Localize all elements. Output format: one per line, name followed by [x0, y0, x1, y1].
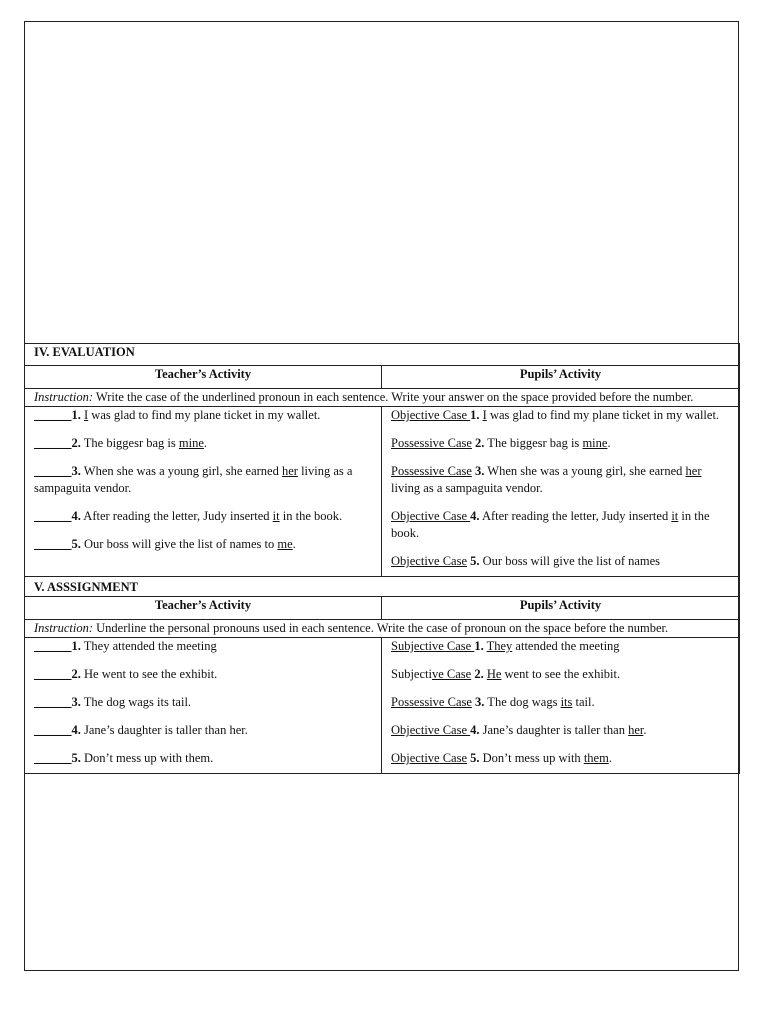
item-text: living as a sampaguita vendor. — [34, 464, 353, 495]
evaluation-heading: IV. EVALUATION — [25, 344, 740, 366]
item-number: 4. — [470, 723, 480, 737]
case-answer-plain: Subjecti — [391, 667, 432, 681]
item-text: . — [607, 436, 611, 450]
item-number: 2. — [471, 667, 484, 681]
item-text: attended the meeting — [512, 639, 620, 653]
underlined-pronoun: me — [277, 537, 293, 551]
item-number: 2. — [71, 436, 81, 450]
instruction-label: Instruction: — [34, 390, 94, 404]
case-answer: Possessive Case — [391, 464, 472, 478]
item-number: 3. — [71, 695, 81, 709]
list-item — [391, 750, 730, 767]
assignment-instruction — [25, 620, 740, 638]
item-text: Jane’s daughter is taller than her. — [80, 723, 248, 737]
item-number: 5. — [71, 751, 81, 765]
item-text: The dog wags its tail. — [80, 695, 192, 709]
answer-blank: ______ — [34, 408, 72, 422]
item-text: . — [643, 723, 647, 737]
item-number: 5. — [71, 537, 81, 551]
item-text: Don’t mess up with — [479, 751, 584, 765]
underlined-pronoun: They — [486, 639, 513, 653]
underlined-pronoun: them — [583, 751, 609, 765]
lesson-table — [24, 343, 740, 774]
answer-blank: ______ — [34, 464, 72, 478]
item-text: was glad to find my plane ticket in my wallet. — [88, 408, 321, 422]
evaluation-teacher-header: Teacher’s Activity — [25, 366, 382, 389]
list-item — [34, 638, 372, 655]
list-item — [391, 638, 730, 655]
underlined-pronoun: mine — [582, 436, 608, 450]
item-number: 1. — [474, 639, 484, 653]
item-text: Our boss will give the list of names to — [80, 537, 278, 551]
list-item — [391, 722, 730, 739]
item-number: 4. — [71, 509, 81, 523]
evaluation-column-headers — [25, 366, 740, 389]
list-item — [391, 553, 730, 570]
list-item — [391, 407, 730, 424]
assignment-teacher-items — [25, 638, 382, 774]
list-item — [34, 750, 372, 767]
item-text: When she was a young girl, she earned — [80, 464, 282, 478]
evaluation-teacher-items — [25, 407, 382, 577]
case-answer: ve Case — [431, 667, 472, 681]
item-text: was glad to find my plane ticket in my wallet. — [486, 408, 720, 422]
item-text: . — [203, 436, 208, 450]
evaluation-instruction — [25, 389, 740, 407]
evaluation-instruction-row — [25, 389, 740, 407]
list-item — [34, 722, 372, 739]
item-text: They attended the meeting — [80, 639, 217, 653]
item-number: 3. — [471, 464, 485, 478]
list-item — [391, 508, 730, 542]
item-text: When she was a young girl, she earned — [484, 464, 686, 478]
assignment-pupil-items — [382, 638, 740, 774]
assignment-heading: V. ASSSIGNMENT — [25, 577, 740, 597]
evaluation-pupil-items — [382, 407, 740, 577]
item-text: The biggesr bag is — [484, 436, 583, 450]
item-number: 2. — [471, 436, 485, 450]
item-text: Our boss will give the list of names — [479, 554, 661, 568]
underlined-pronoun: its — [560, 695, 573, 709]
case-answer: Objective Case — [391, 751, 468, 765]
answer-blank: ______ — [34, 509, 72, 523]
list-item — [34, 407, 372, 424]
assignment-column-headers — [25, 597, 740, 620]
item-text: The biggesr bag is — [80, 436, 179, 450]
assignment-teacher-header: Teacher’s Activity — [25, 597, 382, 620]
answer-blank: ______ — [34, 667, 72, 681]
list-item — [34, 536, 372, 553]
item-number: 1. — [71, 639, 81, 653]
underlined-pronoun: her — [685, 464, 702, 478]
item-text: . — [292, 537, 296, 551]
underlined-pronoun: her — [281, 464, 298, 478]
instruction-label: Instruction: — [34, 621, 94, 635]
underlined-pronoun: her — [628, 723, 644, 737]
answer-blank: ______ — [34, 723, 72, 737]
item-number: 1. — [71, 408, 81, 422]
case-answer: Possessive Case — [391, 695, 472, 709]
underlined-pronoun: He — [486, 667, 502, 681]
instruction-text: Write the case of the underlined pronoun in each sentence. Write your answer on the space provided before the number. — [93, 390, 694, 404]
answer-blank: ______ — [34, 436, 72, 450]
assignment-instruction-row — [25, 620, 740, 638]
item-text: After reading the letter, Judy inserted — [479, 509, 672, 523]
list-item — [391, 435, 730, 452]
item-number: 4. — [470, 509, 480, 523]
item-text: The dog wags — [484, 695, 561, 709]
item-number: 3. — [71, 464, 81, 478]
list-item — [34, 463, 372, 497]
case-answer: Subjective Case — [391, 639, 475, 653]
item-number: 4. — [71, 723, 81, 737]
item-number: 5. — [467, 751, 480, 765]
item-number: 1. — [470, 408, 480, 422]
item-text: Jane’s daughter is taller than — [479, 723, 629, 737]
answer-blank: ______ — [34, 751, 72, 765]
list-item — [391, 694, 730, 711]
underlined-pronoun: mine — [178, 436, 204, 450]
list-item — [391, 666, 730, 683]
list-item — [391, 463, 730, 497]
underlined-pronoun: I — [84, 408, 89, 422]
item-text: He went to see the exhibit. — [80, 667, 218, 681]
underlined-pronoun: it — [272, 509, 280, 523]
list-item — [34, 508, 372, 525]
item-text: tail. — [572, 695, 595, 709]
list-item — [34, 666, 372, 683]
instruction-text: Underline the personal pronouns used in each sentence. Write the case of pronoun on the space before the number. — [93, 621, 669, 635]
answer-blank: ______ — [34, 695, 72, 709]
item-text: After reading the letter, Judy inserted — [80, 509, 273, 523]
evaluation-pupils-header: Pupils’ Activity — [382, 366, 740, 389]
evaluation-items-row — [25, 407, 740, 577]
item-text: went to see the exhibit. — [501, 667, 621, 681]
case-answer: Possessive Case — [391, 436, 472, 450]
item-text: in the book. — [279, 509, 343, 523]
case-answer: Objective Case — [391, 723, 471, 737]
list-item — [34, 435, 372, 452]
item-text: living as a sampaguita vendor. — [391, 481, 543, 495]
assignment-heading-row — [25, 577, 740, 597]
item-text: . — [608, 751, 612, 765]
item-number: 5. — [467, 554, 480, 568]
case-answer: Objective Case — [391, 509, 471, 523]
case-answer: Objective Case — [391, 408, 471, 422]
answer-blank: ______ — [34, 639, 72, 653]
list-item — [34, 694, 372, 711]
assignment-items-row — [25, 638, 740, 774]
item-text: Don’t mess up with them. — [80, 751, 214, 765]
underlined-pronoun: I — [482, 408, 487, 422]
underlined-pronoun: it — [671, 509, 679, 523]
item-number: 3. — [471, 695, 485, 709]
item-number: 2. — [71, 667, 81, 681]
item-text: in the book. — [391, 509, 710, 540]
case-answer: Objective Case — [391, 554, 468, 568]
assignment-pupils-header: Pupils’ Activity — [382, 597, 740, 620]
answer-blank: ______ — [34, 537, 72, 551]
evaluation-heading-row — [25, 344, 740, 366]
